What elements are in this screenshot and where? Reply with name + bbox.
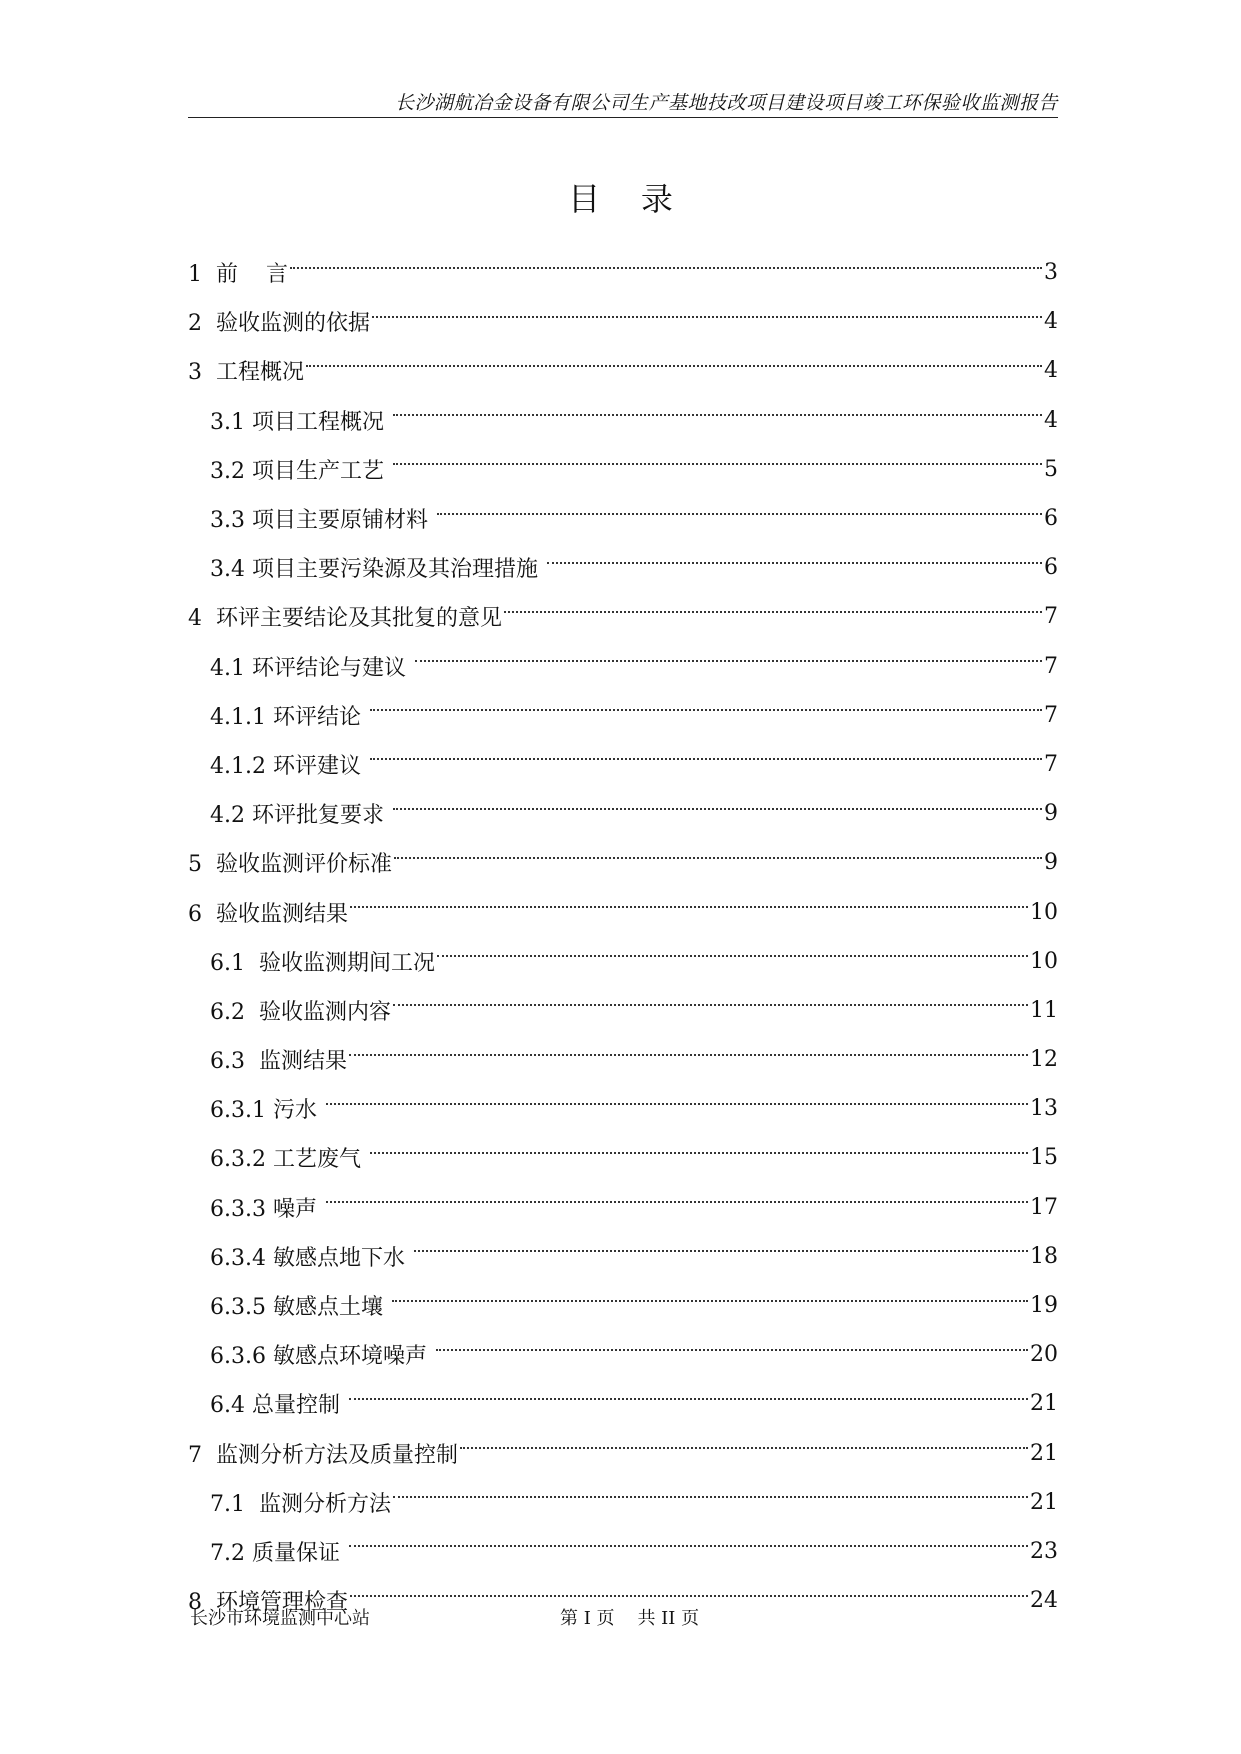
toc-dot-leader (350, 906, 1028, 908)
toc-entry-page-number: 4 (1044, 358, 1058, 384)
toc-entry-page-number: 6 (1044, 555, 1058, 581)
toc-entry-page-number: 13 (1030, 1096, 1058, 1122)
toc-dot-leader (415, 660, 1042, 662)
header-rule (188, 117, 1058, 118)
toc-entry-page-number: 4 (1044, 309, 1058, 335)
toc-entry-label: 3.3 项目主要原铺材料 (210, 508, 435, 534)
toc-entry-label: 6.3.3 噪声 (210, 1196, 324, 1222)
toc-dot-leader (370, 709, 1042, 711)
toc-entry[interactable] (188, 986, 1058, 1035)
toc-entry-label: 6.3.6 敏感点环境噪声 (210, 1344, 434, 1370)
toc-entry-page-number: 18 (1030, 1243, 1058, 1269)
toc-entry-label: 1 前 言 (188, 262, 288, 288)
toc-entry-page-number: 7 (1044, 751, 1058, 777)
toc-entry-label: 6.3.1 污水 (210, 1098, 324, 1124)
toc-dot-leader (460, 1447, 1028, 1449)
toc-entry-label: 5 验收监测评价标准 (188, 852, 392, 878)
toc-dot-leader (306, 365, 1042, 367)
toc-entry-page-number: 7 (1044, 604, 1058, 630)
toc-entry[interactable] (188, 937, 1058, 986)
toc-entry[interactable] (188, 297, 1058, 346)
toc-entry-label: 6 验收监测结果 (188, 901, 348, 927)
toc-entry-page-number: 5 (1044, 456, 1058, 482)
table-of-contents (188, 248, 1058, 1625)
toc-dot-leader (392, 1300, 1028, 1302)
toc-entry-page-number: 12 (1030, 1047, 1058, 1073)
toc-entry-page-number: 21 (1030, 1489, 1058, 1515)
toc-entry-page-number: 10 (1030, 948, 1058, 974)
footer-page-info: 第 I 页 共 II 页 (560, 1608, 700, 1629)
toc-entry[interactable] (188, 838, 1058, 887)
toc-entry-label: 6.3.5 敏感点土壤 (210, 1295, 390, 1321)
toc-entry[interactable] (188, 1478, 1058, 1527)
toc-entry[interactable] (188, 494, 1058, 543)
toc-entry-page-number: 4 (1044, 407, 1058, 433)
toc-dot-leader (326, 1201, 1028, 1203)
toc-entry-page-number: 15 (1030, 1145, 1058, 1171)
toc-entry-page-number: 17 (1030, 1194, 1058, 1220)
toc-entry-label: 7 监测分析方法及质量控制 (188, 1442, 458, 1468)
toc-dot-leader (436, 1349, 1028, 1351)
toc-dot-leader (349, 1545, 1028, 1547)
toc-entry-page-number: 9 (1044, 850, 1058, 876)
toc-dot-leader (437, 513, 1042, 515)
footer-organization: 长沙市环境监测中心站 (190, 1608, 370, 1629)
toc-entry[interactable] (188, 1232, 1058, 1281)
toc-dot-leader (393, 808, 1042, 810)
toc-dot-leader (326, 1103, 1028, 1105)
toc-entry-label: 3.4 项目主要污染源及其治理措施 (210, 557, 545, 583)
toc-entry-label: 8 环境管理检查 (188, 1590, 348, 1616)
toc-entry-label: 6.4 总量控制 (210, 1393, 347, 1419)
toc-entry[interactable] (188, 396, 1058, 445)
toc-entry-label: 6.3.4 敏感点地下水 (210, 1245, 412, 1271)
toc-dot-leader (350, 1595, 1028, 1597)
toc-entry[interactable] (188, 691, 1058, 740)
toc-entry[interactable] (188, 592, 1058, 641)
toc-entry-page-number: 21 (1030, 1440, 1058, 1466)
toc-entry-page-number: 23 (1030, 1538, 1058, 1564)
toc-dot-leader (393, 463, 1042, 465)
toc-entry[interactable] (188, 789, 1058, 838)
toc-entry-label: 3.1 项目工程概况 (210, 409, 391, 435)
toc-dot-leader (437, 955, 1028, 957)
toc-entry-label: 4.1 环评结论与建议 (210, 655, 413, 681)
toc-dot-leader (372, 316, 1042, 318)
running-header: 长沙湖航冶金设备有限公司生产基地技改项目建设项目竣工环保验收监测报告 (394, 92, 1058, 114)
toc-entry-label: 4.1.2 环评建议 (210, 753, 368, 779)
toc-entry-page-number: 3 (1044, 260, 1058, 286)
toc-entry[interactable] (188, 1084, 1058, 1133)
toc-entry[interactable] (188, 1133, 1058, 1182)
toc-entry[interactable] (188, 1035, 1058, 1084)
toc-dot-leader (290, 267, 1042, 269)
toc-entry[interactable] (188, 248, 1058, 297)
toc-dot-leader (504, 611, 1042, 613)
toc-dot-leader (393, 414, 1042, 416)
toc-entry-page-number: 24 (1030, 1588, 1058, 1614)
toc-entry-label: 3 工程概况 (188, 360, 304, 386)
toc-entry-label: 4.2 环评批复要求 (210, 803, 391, 829)
toc-dot-leader (393, 1004, 1028, 1006)
toc-entry-label: 7.1 监测分析方法 (210, 1491, 391, 1517)
toc-entry-label: 6.1 验收监测期间工况 (210, 950, 435, 976)
toc-title: 目 录 (568, 180, 673, 218)
toc-entry-page-number: 7 (1044, 702, 1058, 728)
toc-entry-page-number: 21 (1030, 1391, 1058, 1417)
toc-entry-label: 4 环评主要结论及其批复的意见 (188, 606, 502, 632)
toc-entry-label: 4.1.1 环评结论 (210, 704, 368, 730)
toc-entry-page-number: 7 (1044, 653, 1058, 679)
toc-entry-page-number: 9 (1044, 801, 1058, 827)
toc-entry-label: 6.3.2 工艺废气 (210, 1147, 368, 1173)
toc-entry-page-number: 19 (1030, 1293, 1058, 1319)
toc-dot-leader (547, 562, 1042, 564)
toc-dot-leader (393, 1496, 1028, 1498)
toc-entry[interactable] (188, 1527, 1058, 1576)
toc-entry-label: 6.2 验收监测内容 (210, 999, 391, 1025)
toc-entry[interactable] (188, 346, 1058, 395)
toc-entry-label: 7.2 质量保证 (210, 1540, 347, 1566)
toc-entry[interactable] (188, 1379, 1058, 1428)
toc-entry[interactable] (188, 543, 1058, 592)
toc-dot-leader (370, 1152, 1028, 1154)
toc-entry-page-number: 11 (1030, 997, 1058, 1023)
toc-entry-page-number: 10 (1030, 899, 1058, 925)
toc-entry-label: 3.2 项目生产工艺 (210, 458, 391, 484)
toc-entry[interactable] (188, 1330, 1058, 1379)
toc-entry[interactable] (188, 1429, 1058, 1478)
toc-entry-label: 2 验收监测的依据 (188, 311, 370, 337)
toc-entry[interactable] (188, 1183, 1058, 1232)
toc-entry[interactable] (188, 887, 1058, 936)
toc-entry[interactable] (188, 1281, 1058, 1330)
toc-entry[interactable] (188, 445, 1058, 494)
toc-entry-label: 6.3 监测结果 (210, 1049, 347, 1075)
toc-dot-leader (370, 758, 1042, 760)
toc-dot-leader (394, 857, 1042, 859)
toc-dot-leader (349, 1054, 1028, 1056)
toc-entry-page-number: 20 (1030, 1342, 1058, 1368)
toc-entry-page-number: 6 (1044, 506, 1058, 532)
toc-entry[interactable] (188, 740, 1058, 789)
toc-entry[interactable] (188, 642, 1058, 691)
toc-dot-leader (414, 1250, 1028, 1252)
toc-dot-leader (349, 1398, 1028, 1400)
